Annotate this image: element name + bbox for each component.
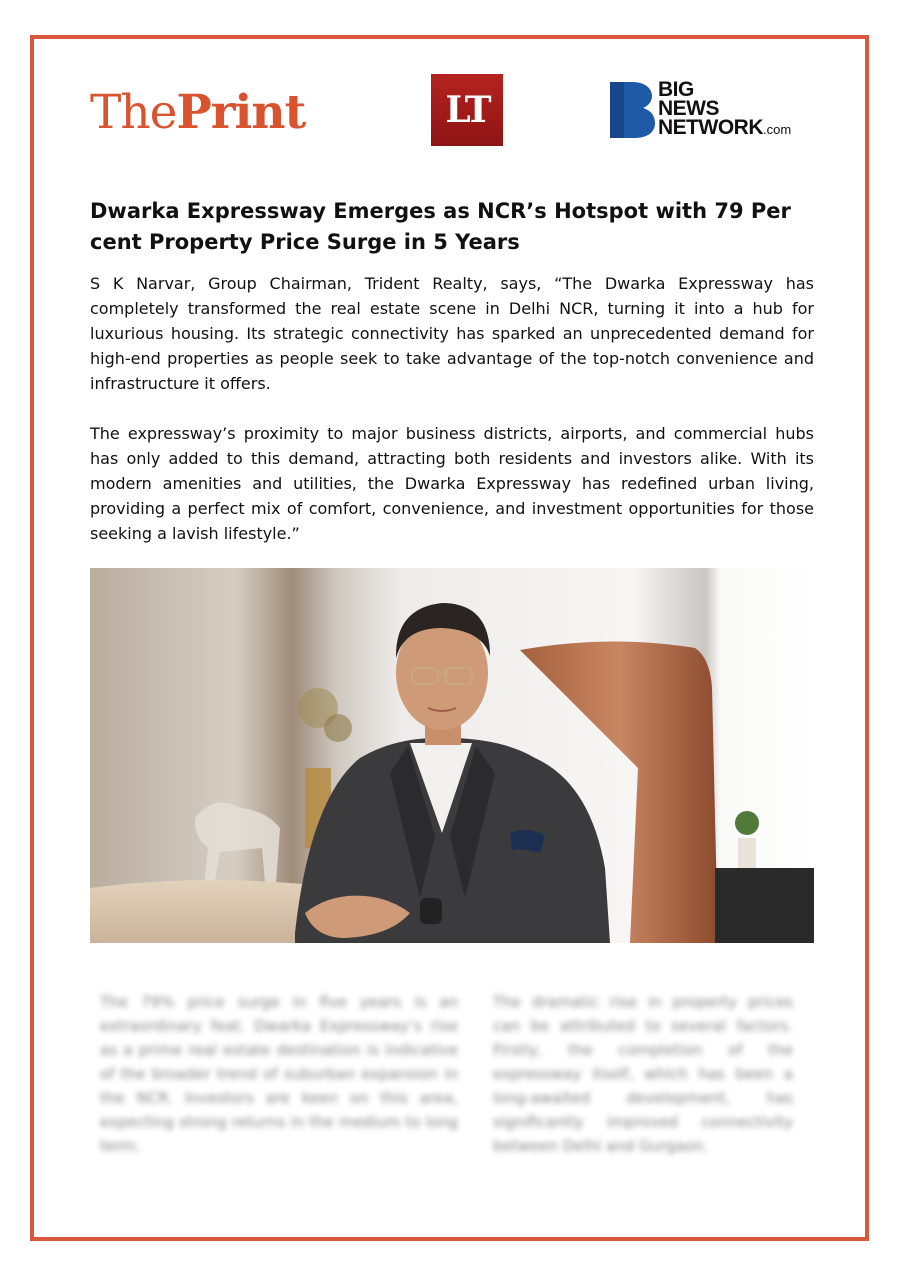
- bnn-line-news: NEWS: [658, 97, 719, 120]
- article-paragraph-2: The expressway’s proximity to major business districts, airports, and commercial hubs has only added to this demand, attracting both residents and investors alike. With its modern amenities and utilities, the Dwarka Expressway has redefined urban living, providing a perfect mix of comfort, convenience, and investment opportunities for those seeking a lavish lifestyle.”: [90, 424, 814, 543]
- blurred-column-left: The 79% price surge in five years is an extraordinary feat. Dwarka Expressway’s rise as a prime real estate destination is indicative of the broader trend of suburban expansion in the NCR. Investors are keen on this area, expecting strong returns in the medium to long term.: [100, 993, 458, 1155]
- theprint-logo-part1: The: [90, 85, 177, 140]
- lt-logo-text: LT: [445, 89, 489, 131]
- theprint-logo-part2: Print: [176, 85, 306, 140]
- article-paragraph-1: S K Narvar, Group Chairman, Trident Realty, says, “The Dwarka Expressway has completely transformed the real estate scene in Delhi NCR, turning it into a hub for luxurious housing. Its strategic connectivity has sparked an unprecedented demand for high-end properties as people seek to take advantage of the top-notch convenience and infrastructure it offers.: [90, 274, 814, 393]
- chairman-photo-illustration: [90, 568, 814, 943]
- bnn-line-big: BIG: [658, 78, 694, 101]
- article-headline: Dwarka Expressway Emerges as NCR’s Hotspot with 79 Per cent Property Price Surge in 5 Years: [90, 199, 791, 254]
- theprint-logo[interactable]: [90, 82, 305, 144]
- big-news-network-logo[interactable]: [610, 80, 810, 142]
- bnn-dotcom: .com: [763, 122, 792, 137]
- lt-logo[interactable]: [431, 74, 503, 146]
- blurred-column-right: The dramatic rise in property prices can be attributed to several factors. Firstly, the completion of the expressway itself, which has been a long-awaited development, has significantly improved connectivity between Delhi and Gurgaon.: [493, 993, 793, 1155]
- chairman-photo: [90, 568, 814, 943]
- bnn-b-icon: [610, 82, 656, 138]
- bnn-line-network: NETWORK.com: [658, 116, 792, 139]
